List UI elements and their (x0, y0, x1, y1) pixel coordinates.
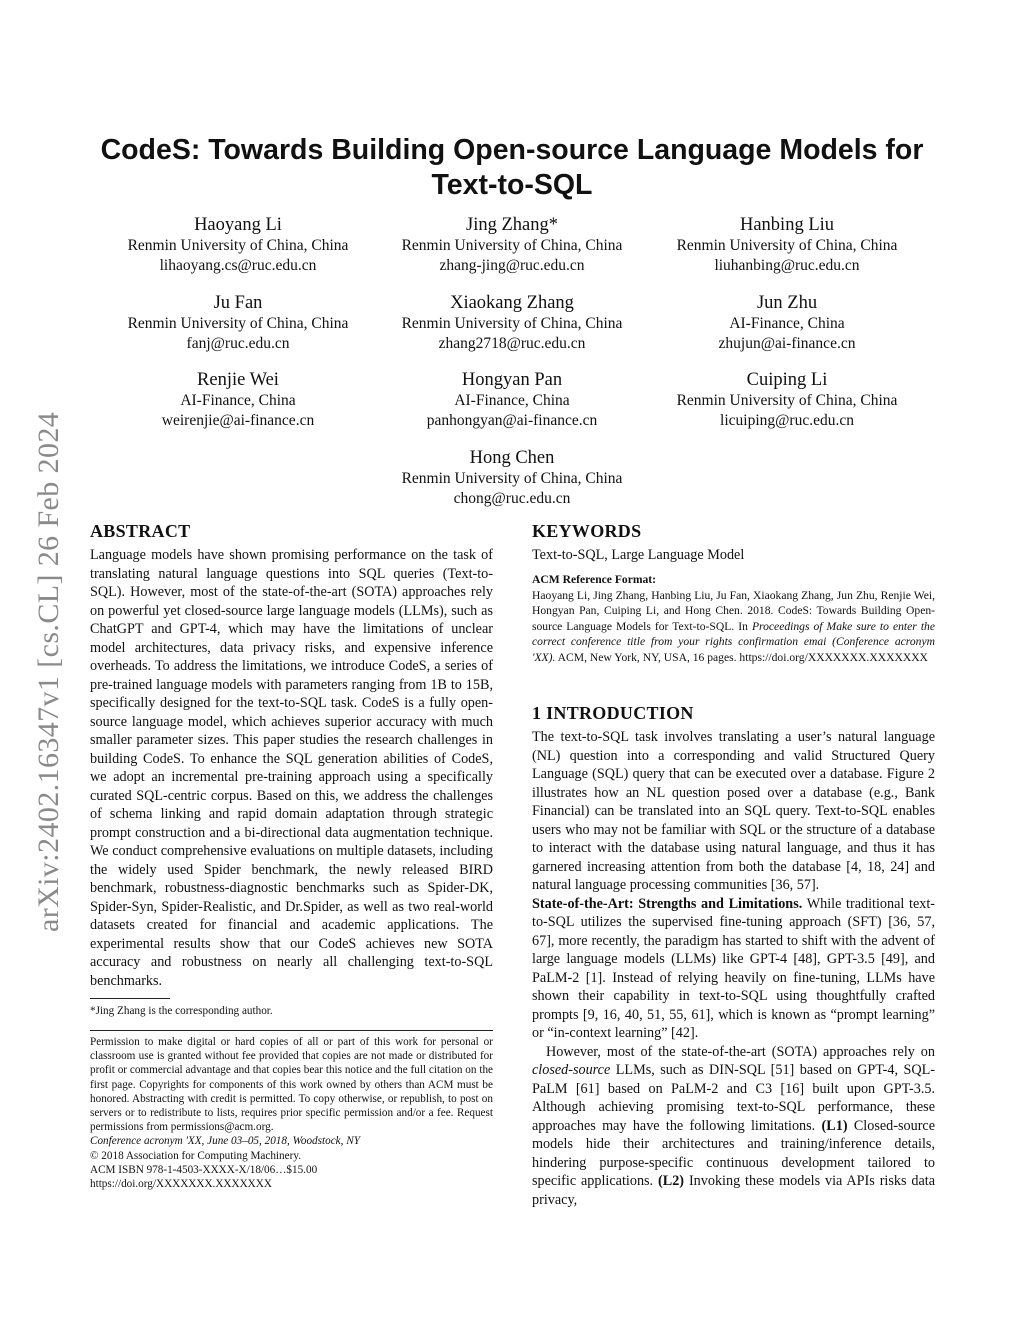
intro-paragraph-2-lead: State-of-the-Art: Strengths and Limitations. (532, 895, 803, 912)
author-email: liuhanbing@ruc.edu.cn (714, 257, 860, 274)
keywords-text: Text-to-SQL, Large Language Model (532, 547, 745, 563)
author-affiliation: AI-Finance, China (180, 392, 296, 409)
author-affiliation: AI-Finance, China (454, 392, 570, 409)
author-block (367, 214, 657, 276)
corresponding-author-footnote: *Jing Zhang is the corresponding author. (90, 1005, 273, 1017)
abstract-body (90, 546, 493, 990)
author-name: Xiaokang Zhang (450, 293, 574, 313)
author-name: Jing Zhang* (466, 215, 558, 235)
abstract-text: Language models have shown promising performance on the task of translating natural language questions into SQL queries (Text-to-SQL). However, most of the state-of-the-art (SOTA) approaches rely on powerful yet closed-source large language models (LLMs), such as ChatGPT and GPT-4, which may have the limitations of unclear model architectures, data privacy risks, and expensive inference overheads. To address the limitations, we introduce CodeS, a series of pre-trained language models with parameters ranging from 1B to 15B, specifically designed for the text-to-SQL task. CodeS is a fully open-source language model, which achieves superior accuracy with much smaller parameter sizes. This paper studies the research challenges in building CodeS. To enhance the SQL generation abilities of CodeS, we adopt an incremental pre-training approach using a specifically curated SQL-centric corpus. Based on this, we address the challenges of schema linking and rapid domain adaptation through strategic prompt construction and a bi-directional data augmentation technique. We conduct comprehensive evaluations on multiple datasets, including the widely used Spider benchmark, the newly released BIRD benchmark, robustness-diagnostic benchmarks such as Spider-DK, Spider-Syn, Spider-Realistic, and Dr.Spider, as well as two real-world datasets created for financial and academic applications. The experimental results show that our CodeS achieves new SOTA accuracy and robustness on nearly all challenging text-to-SQL benchmarks. (90, 547, 493, 989)
author-email: lihaoyang.cs@ruc.edu.cn (159, 257, 317, 274)
copyright-line: © 2018 Association for Computing Machinery. (90, 1149, 301, 1162)
author-affiliation: Renmin University of China, China (676, 392, 898, 409)
conference-line: Conference acronym 'XX, June 03–05, 2018, Woodstock, NY (90, 1135, 360, 1148)
footnote-rule (90, 998, 170, 999)
arxiv-identifier-stamp: arXiv:2402.16347v1 [cs.CL] 26 Feb 2024 (32, 411, 65, 932)
abstract-heading: ABSTRACT (90, 521, 191, 541)
author-name: Haoyang Li (194, 215, 282, 235)
intro-paragraph-1: The text-to-SQL task involves translating a user’s natural language (NL) question into a corresponding and valid Structured Query Language (SQL) query that can be executed over a database. Figure 2 illustrates how an NL question posed over a database (e.g., Bank Financial) can be translated into an SQL query. Text-to-SQL enables users who may not be familiar with SQL or the structure of a database to interact with the database using natural language, and thus it has garnered increasing attention from both the database [4, 18, 24] and natural language processing communities [36, 57]. (532, 729, 935, 893)
author-email: zhang2718@ruc.edu.cn (438, 335, 586, 352)
author-name: Hong Chen (469, 448, 555, 468)
author-block (93, 369, 383, 431)
author-affiliation: Renmin University of China, China (401, 237, 623, 254)
author-email: zhujun@ai-finance.cn (718, 335, 856, 352)
title-line-2: Text-to-SQL (431, 169, 593, 201)
author-affiliation: AI-Finance, China (729, 315, 845, 332)
intro-p3-part: Closed-source models hide their architectures and training/inference details, hindering purpose-specific continuous development tailored to specific applications. (532, 1117, 936, 1189)
intro-paragraph-2-text: While traditional text-to-SQL utilizes the supervised fine-tuning approach (SFT) [36, 57, 67], more recently, the paradigm has started to shift with the advent of large language models (LLMs) like GPT-4 [48], GPT-3.5 [49], and PaLM-2 [1]. Instead of relying heavily on fine-tuning, LLMs have shown their capability in text-to-SQL using thoughtfully crafted prompts [9, 16, 40, 51, 55, 61], which is known as “prompt learning” or “in-context learning” [42]. (532, 895, 936, 1041)
author-block (367, 447, 657, 509)
reference-tail: ACM, New York, NY, USA, 16 pages. https://doi.org/XXXXXXX.XXXXXXX (557, 650, 928, 664)
author-email: fanj@ruc.edu.cn (186, 335, 290, 352)
author-email: zhang-jing@ruc.edu.cn (439, 257, 585, 274)
author-block (642, 214, 932, 276)
author-block (642, 292, 932, 354)
author-email: chong@ruc.edu.cn (453, 490, 571, 507)
author-affiliation: Renmin University of China, China (401, 470, 623, 487)
permission-block (90, 1035, 493, 1191)
intro-paragraph-3 (532, 1043, 935, 1210)
author-name: Cuiping Li (746, 370, 828, 390)
reference-authors: Haoyang Li, Jing Zhang, Hanbing Liu, Ju Fan, Xiaokang Zhang, Jun Zhu, Renjie Wei, Hongyan Pan, Cuiping Li, and Hong Chen. 2018. CodeS: Towards Building Open-source Language Models for Text-to-SQL. In (532, 588, 935, 633)
intro-p3-emphasis: closed-source (532, 1062, 611, 1078)
limitation-label-l2: (L2) (658, 1173, 685, 1189)
acm-reference-heading: ACM Reference Format: (532, 573, 657, 586)
introduction-body (532, 728, 935, 1209)
author-name: Renjie Wei (197, 370, 279, 390)
intro-p3-part: Invoking these models via APIs risks data privacy, (532, 1173, 936, 1208)
author-block (93, 292, 383, 354)
keywords-heading: KEYWORDS (532, 521, 642, 541)
author-name: Ju Fan (213, 293, 263, 313)
author-block (93, 214, 383, 276)
author-email: licuiping@ruc.edu.cn (720, 412, 854, 429)
title-line-1: CodeS: Towards Building Open-source Language Models for (100, 134, 924, 166)
acm-reference-citation (532, 588, 935, 666)
author-affiliation: Renmin University of China, China (127, 237, 349, 254)
permission-statement: Permission to make digital or hard copies of all or part of this work for personal or classroom use is granted without fee provided that copies are not made or distributed for profit or commercial advantage and that copies bear this notice and the full citation on the first page. Copyrights for components of this work owned by others than ACM must be honored. Abstracting with credit is permitted. To copy otherwise, or republish, to post on servers or to redistribute to lists, requires prior specific permission and/or a fee. Request permissions from permissions@acm.org. (90, 1036, 493, 1134)
author-affiliation: Renmin University of China, China (676, 237, 898, 254)
isbn-line: ACM ISBN 978-1-4503-XXXX-X/18/06…$15.00 (90, 1163, 318, 1176)
limitation-label-l1: (L1) (821, 1117, 848, 1134)
permission-rule (90, 1030, 493, 1031)
author-block (642, 369, 932, 431)
doi-line: https://doi.org/XXXXXXX.XXXXXXX (90, 1178, 272, 1191)
author-name: Jun Zhu (756, 293, 818, 313)
intro-p3-part: However, most of the state-of-the-art (SOTA) approaches rely on (546, 1043, 935, 1060)
author-block (367, 369, 657, 431)
intro-paragraph-2 (532, 895, 935, 1043)
author-email: panhongyan@ai-finance.cn (426, 412, 598, 429)
paper-title (90, 133, 934, 203)
intro-p3-part: LLMs, such as DIN-SQL [51] based on GPT-4, SQL-PaLM [61] based on PaLM-2 and C3 [16] built upon GPT-3.5. Although achieving promising text-to-SQL performance, these approaches may have the following limitations. (532, 1062, 936, 1134)
author-block (367, 292, 657, 354)
author-name: Hanbing Liu (739, 215, 835, 235)
author-name: Hongyan Pan (461, 370, 563, 390)
author-affiliation: Renmin University of China, China (401, 315, 623, 332)
introduction-heading: 1 INTRODUCTION (532, 703, 694, 723)
acm-reference-format (532, 572, 935, 665)
author-email: weirenjie@ai-finance.cn (161, 412, 315, 429)
author-affiliation: Renmin University of China, China (127, 315, 349, 332)
reference-venue: Proceedings of Make sure to enter the correct conference title from your rights confirmation emai (Conference acronym 'XX). (532, 619, 935, 664)
